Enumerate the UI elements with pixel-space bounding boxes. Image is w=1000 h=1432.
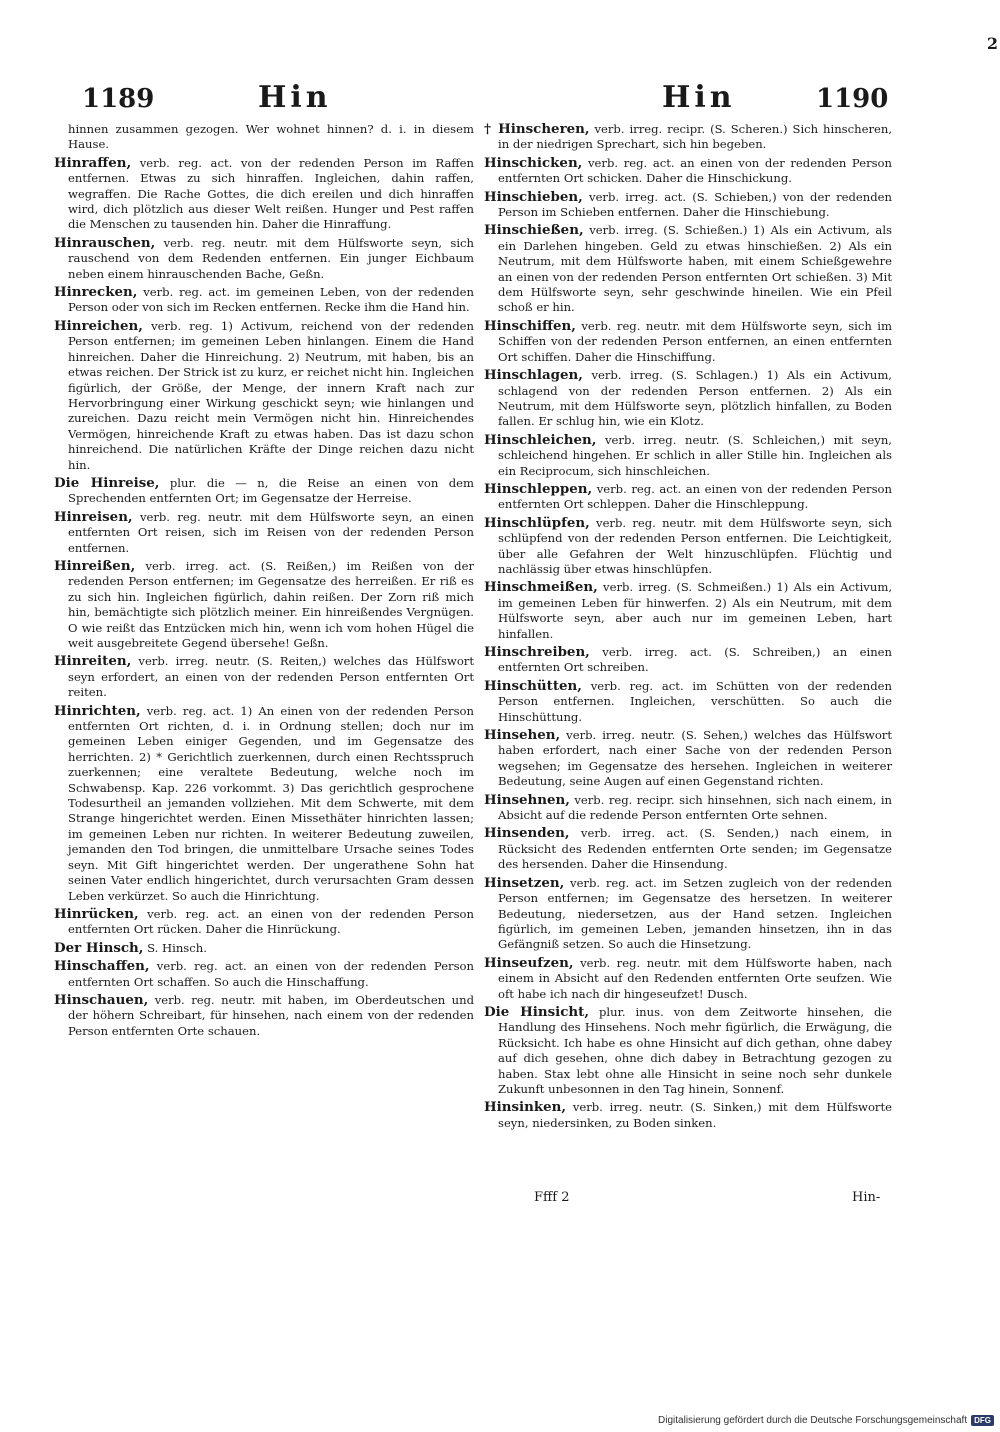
dictionary-entry <box>54 654 474 700</box>
dictionary-entry <box>54 156 474 233</box>
entry-headword: Hinsehnen, <box>484 791 570 808</box>
entry-headword: Hinschießen, <box>484 222 584 239</box>
entry-headword: Die Hinreise, <box>54 474 160 491</box>
dictionary-entry <box>54 959 474 990</box>
dictionary-entry <box>484 482 892 513</box>
dictionary-entry <box>54 122 474 153</box>
entry-headword: Hinreisen, <box>54 508 133 525</box>
dictionary-entry <box>54 319 474 473</box>
entry-headword: Hinschütten, <box>484 677 582 694</box>
entry-text: plur. die — n, die Reise an einen von dem Sprechenden entfernten Ort; im Gegensatze der Herreise. <box>68 475 474 506</box>
left-running-head: Hin <box>258 80 332 115</box>
entry-text: verb. irreg. act. (S. Senden,) nach einem, in Rücksicht des Redenden entfernten Orte senden; im Gegensatze des hersenden. Daher die Hinsendung. <box>498 826 892 872</box>
entry-text: verb. irreg. recipr. (S. Scheren.) Sich hinscheren, in der niedrigen Sprechart, sich hin begeben. <box>498 122 893 152</box>
entry-text: verb. reg. act. an einen von der redenden Person entfernten Ort schleppen. Daher die Hinschleppung. <box>498 481 892 512</box>
entry-headword: Hinsinken, <box>484 1099 567 1116</box>
entry-headword: Hinreichen, <box>54 317 143 334</box>
entry-text: verb. reg. act. von der redenden Person im Raffen entfernen. Etwas zu sich hinraffen. Ingleichen, dahin raffen, wegraffen. Die Rache Gottes, die dich ereilen und dich hinraffen wird, dich plötzlich aus dieser Welt reißen. Hunger und Pest raffen die Menschen zu tausenden hin. Daher die Hinraffung. <box>68 155 475 232</box>
entry-headword: Hinrecken, <box>54 284 138 301</box>
entry-text: verb. reg. act. an einen von der redenden Person entfernten Ort rücken. Daher die Hinrückung. <box>68 906 474 937</box>
dictionary-entry <box>484 1100 892 1131</box>
entry-text: verb. reg. act. an einen von der redenden Person entfernten Ort schicken. Daher die Hinschickung. <box>498 155 893 186</box>
entry-text: verb. reg. act. im Schütten von der redenden Person entfernen. Ingleichen, verschütten. So auch die Hinschüttung. <box>498 678 893 724</box>
entry-headword: Hinrücken, <box>54 905 139 922</box>
dictionary-entry <box>484 190 892 221</box>
dictionary-entry <box>484 679 892 725</box>
entry-text: hinnen zusammen gezogen. Wer wohnet hinnen? d. i. in diesem Hause. <box>68 122 474 152</box>
entry-text: verb. reg. neutr. mit dem Hülfsworte seyn, sich im Schiffen von der redenden Person entfernen, an einen entfernten Ort schiffen. Daher die Hinschiffung. <box>498 318 893 364</box>
digitization-footer <box>658 1415 994 1426</box>
entry-headword: Hinschleichen, <box>484 431 597 448</box>
entry-text: verb. reg. neutr. mit dem Hülfsworte haben, nach einem in Absicht auf den Redenden entfernten Orte seufzen. Wie oft habe ich nach dir hingeseufzet! Dusch. <box>498 955 893 1001</box>
dfg-logo: DFG <box>971 1415 994 1426</box>
entry-text: verb. irreg. neutr. (S. Schleichen,) mit seyn, schleichend hingehen. Er schlich in aller Stille hin. Ingleichen als ein Reciprocum, sich hinschleichen. <box>498 432 892 478</box>
entry-headword: Hinreißen, <box>54 557 136 574</box>
dictionary-entry <box>54 704 474 904</box>
dictionary-entry <box>54 559 474 651</box>
dictionary-entry <box>484 580 892 642</box>
entry-text: verb. reg. act. an einen von der redenden Person entfernten Ort schaffen. So auch die Hinschaffung. <box>68 959 474 989</box>
entry-headword: Hinschlüpfen, <box>484 514 590 531</box>
entry-text: verb. irreg. (S. Schießen.) 1) Als ein Activum, als ein Darlehen hingeben. Geld zu etwas hinschießen. 2) Als ein Neutrum, mit dem Hülfsworte haben, mit einem Schießgewehre an einen von der redenden Person entfernten Ort schießen. 3) Mit dem Hülfsworte seyn, sehr geschwinde hineilen. Wie ein Pfeil schoß er hin. <box>498 223 892 315</box>
catchword: Hin- <box>852 1190 881 1205</box>
dictionary-entry <box>484 368 892 430</box>
entry-text: verb. reg. neutr. mit haben, im Oberdeutschen und der höhern Schreibart, für hinsehen, nach einem von der redenden Person entfernten Orte schauen. <box>68 992 475 1038</box>
entry-text: verb. reg. act. 1) An einen von der redenden Person entfernten Ort richten, d. i. in Ordnung stellen; doch nur im gemeinen Leben einiger Gegenden, und im Gegensatze des herrichten. 2) * Gerichtlich zuerkennen, durch einen Rechtsspruch zuerkennen; eine veraltete Bedeutung, welche noch im Schwabensp. Kap. 226 vorkommt. 3) Das gerichtlich gesprochene Todesurtheil an jemanden vollziehen. Mit dem Schwerte, mit dem Strange hingerichtet werden. Einen Missethäter hinrichten lassen; im gemeinen Leben nur richten. In weiterer Bedeutung zuweilen, jemanden den Tod bringen, die unmittelbare Ursache seines Todes seyn. Mit Gift hingerichtet werden. Der ungerathene Sohn hat seinen Vater endlich hingerichtet, durch verursachten Gram dessen Leben verkürzet. So auch die Hinrichtung. <box>68 703 474 903</box>
entry-text: verb. irreg. neutr. (S. Reiten,) welches das Hülfswort seyn erfordert, an einen von der redenden Person entfernten Ort reiten. <box>68 654 474 700</box>
entry-headword: Hinschleppen, <box>484 480 593 497</box>
entry-headword: Hinsenden, <box>484 825 570 842</box>
entry-text: S. Hinsch. <box>147 940 207 955</box>
dictionary-entry <box>484 223 892 315</box>
entry-headword: Der Hinsch, <box>54 939 144 956</box>
dictionary-entry <box>484 728 892 790</box>
edge-mark: 2 <box>986 34 998 53</box>
dictionary-entry <box>484 956 892 1002</box>
entry-text: verb. reg. act. im Setzen zugleich von der redenden Person entfernen; im Gegensatze des hersetzen. In weiterer Bedeutung, niedersetzen, aus der Hand setzen. Ingleichen figürlich, im gemeinen Leben, jemanden hinsetzen, ihn in das Gefängniß setzen. So auch die Hinsetzung. <box>498 875 892 952</box>
entry-text: verb. reg. neutr. mit dem Hülfsworte seyn, sich rauschend von dem Redenden entfernen. Ein junger Eichbaum neben einem hinrauschenden Bache, Geßn. <box>68 235 474 281</box>
dictionary-entry <box>54 993 474 1039</box>
entry-text: verb. irreg. (S. Schmeißen.) 1) Als ein Activum, im gemeinen Leben für hinwerfen. 2) Als ein Neutrum, mit dem Hülfsworte seyn, aber auch nur im gemeinen Leben, hart hinfallen. <box>498 580 893 641</box>
footer-credit: Digitalisierung gefördert durch die Deutsche Forschungsgemeinschaft <box>658 1415 968 1426</box>
entry-headword: Hinsehen, <box>484 727 561 744</box>
entry-headword: Hinschauen, <box>54 991 149 1008</box>
entry-text: verb. reg. neutr. mit dem Hülfsworte seyn, sich schlüpfend von der redenden Person entfernen. Die Leichtigkeit, über alle Gefahren der Welt hinzuschlüpfen. Flüchtig und nachlässig über etwas hinschlüpfen. <box>498 515 892 576</box>
entry-headword: Hinschieben, <box>484 188 583 205</box>
dictionary-entry <box>484 793 892 824</box>
entry-headword: Hinschreiben, <box>484 644 590 660</box>
dictionary-entry <box>54 907 474 938</box>
entry-text: plur. inus. von dem Zeitworte hinsehen, die Handlung des Hinsehens. Noch mehr figürlich, die Erwägung, die Rücksicht. Ich habe es ohne Hinsicht auf dich gethan, ohne dabey auf dich gesehen, ohne dich dabey in Betrachtung gezogen zu haben. Stax lebt ohne alle Hinsicht in seine noch sehr dunkele Zukunft unbesonnen in den Tag hinein, Sonnenf. <box>498 1004 893 1096</box>
entry-text: verb. reg. neutr. mit dem Hülfsworte seyn, an einen entfernten Ort reisen, sich im Reisen von der redenden Person entfernen. <box>68 509 474 555</box>
dictionary-entry <box>54 236 474 282</box>
entry-headword: Hinrauschen, <box>54 234 156 251</box>
entry-text: verb. irreg. neutr. (S. Sehen,) welches das Hülfswort haben erfordert, nach einer Sache von der redenden Person wegsehen; im Gegensatze des hersehen. Ingleichen in weiterer Bedeutung, seine Augen auf einen Gegenstand richten. <box>498 728 892 789</box>
entry-headword: † Hinscheren, <box>484 121 590 137</box>
left-column <box>54 122 474 1042</box>
dictionary-entry <box>54 285 474 316</box>
dictionary-entry <box>54 510 474 556</box>
entry-text: verb. reg. recipr. sich hinsehnen, sich nach einem, in Absicht auf die redende Person entfernten Orte sehnen. <box>498 792 892 823</box>
entry-headword: Hinschicken, <box>484 154 583 171</box>
dictionary-entry <box>484 516 892 578</box>
signature-mark: Ffff 2 <box>534 1190 570 1205</box>
dictionary-entry <box>484 156 892 187</box>
dictionary-entry <box>484 319 892 365</box>
entry-text: verb. reg. 1) Activum, reichend von der redenden Person entfernen; im gemeinen Leben hinlangen. Einem die Hand hinreichen. Daher die Hinreichung. 2) Neutrum, mit haben, bis an etwas reichen. Der Strick ist zu kurz, er reichet nicht hin. Ingleichen figürlich, der Größe, der Menge, der innern Kraft nach zur Hervorbringung einer Wirkung geschickt seyn; wie hinlangen und zureichen. Dazu reicht mein Vermögen nicht hin. Hinreichendes Vermögen, hinreichende Kraft zu etwas haben. Das ist dazu schon hinreichend. Die natürlichen Kräfte der Dinge reichen dazu nicht hin. <box>68 318 474 472</box>
dictionary-entry <box>54 476 474 507</box>
right-page-number: 1190 <box>816 84 889 114</box>
entry-text: verb. irreg. act. (S. Reißen,) im Reißen von der redenden Person entfernen; im Gegensatze des herreißen. Er riß es zu sich hin. Ingleichen figürlich, dahin reißen. Der Zorn riß mich hin, bemächtigte sich plötzlich meiner. Ein hinreißendes Vergnügen. O wie reißt das Entzücken mich hin, wenn ich vom hohen Hügel die weit ausgebreitete Gegend übersehe! Geßn. <box>68 558 475 650</box>
entry-text: verb. irreg. act. (S. Schieben,) von der redenden Person im Schieben entfernen. Daher die Hinschiebung. <box>498 189 892 220</box>
entry-headword: Hinschaffen, <box>54 958 150 975</box>
left-page-number: 1189 <box>82 84 155 114</box>
entry-text: verb. irreg. neutr. (S. Sinken,) mit dem Hülfsworte seyn, niedersinken, zu Boden sinken. <box>498 1100 892 1130</box>
dictionary-entry <box>484 876 892 953</box>
entry-headword: Hinseufzen, <box>484 954 574 971</box>
right-column <box>484 122 892 1134</box>
entry-text: verb. reg. act. im gemeinen Leben, von der redenden Person oder von sich im Recken entfernen. Recke ihm die Hand hin. <box>68 285 474 315</box>
entry-text: verb. irreg. (S. Schlagen.) 1) Als ein Activum, schlagend von der redenden Person entfernen. 2) Als ein Neutrum, mit dem Hülfsworte seyn, plötzlich hinfallen, zu Boden fallen. Er schlug hin, wie ein Klotz. <box>498 368 892 429</box>
dictionary-entry <box>54 941 474 956</box>
entry-headword: Hinraffen, <box>54 154 132 171</box>
entry-headword: Hinsetzen, <box>484 874 565 891</box>
entry-headword: Hinrichten, <box>54 702 141 719</box>
entry-text: verb. irreg. act. (S. Schreiben,) an einen entfernten Ort schreiben. <box>498 645 892 675</box>
entry-headword: Hinschlagen, <box>484 367 583 384</box>
dictionary-entry <box>484 645 892 676</box>
entry-headword: Hinschmeißen, <box>484 579 598 596</box>
entry-headword: Hinschiffen, <box>484 317 576 334</box>
dictionary-entry <box>484 1005 892 1097</box>
right-running-head: Hin <box>662 80 736 115</box>
entry-headword: Die Hinsicht, <box>484 1003 589 1020</box>
dictionary-entry <box>484 122 892 153</box>
dictionary-entry <box>484 433 892 479</box>
entry-headword: Hinreiten, <box>54 653 132 670</box>
dictionary-entry <box>484 826 892 872</box>
